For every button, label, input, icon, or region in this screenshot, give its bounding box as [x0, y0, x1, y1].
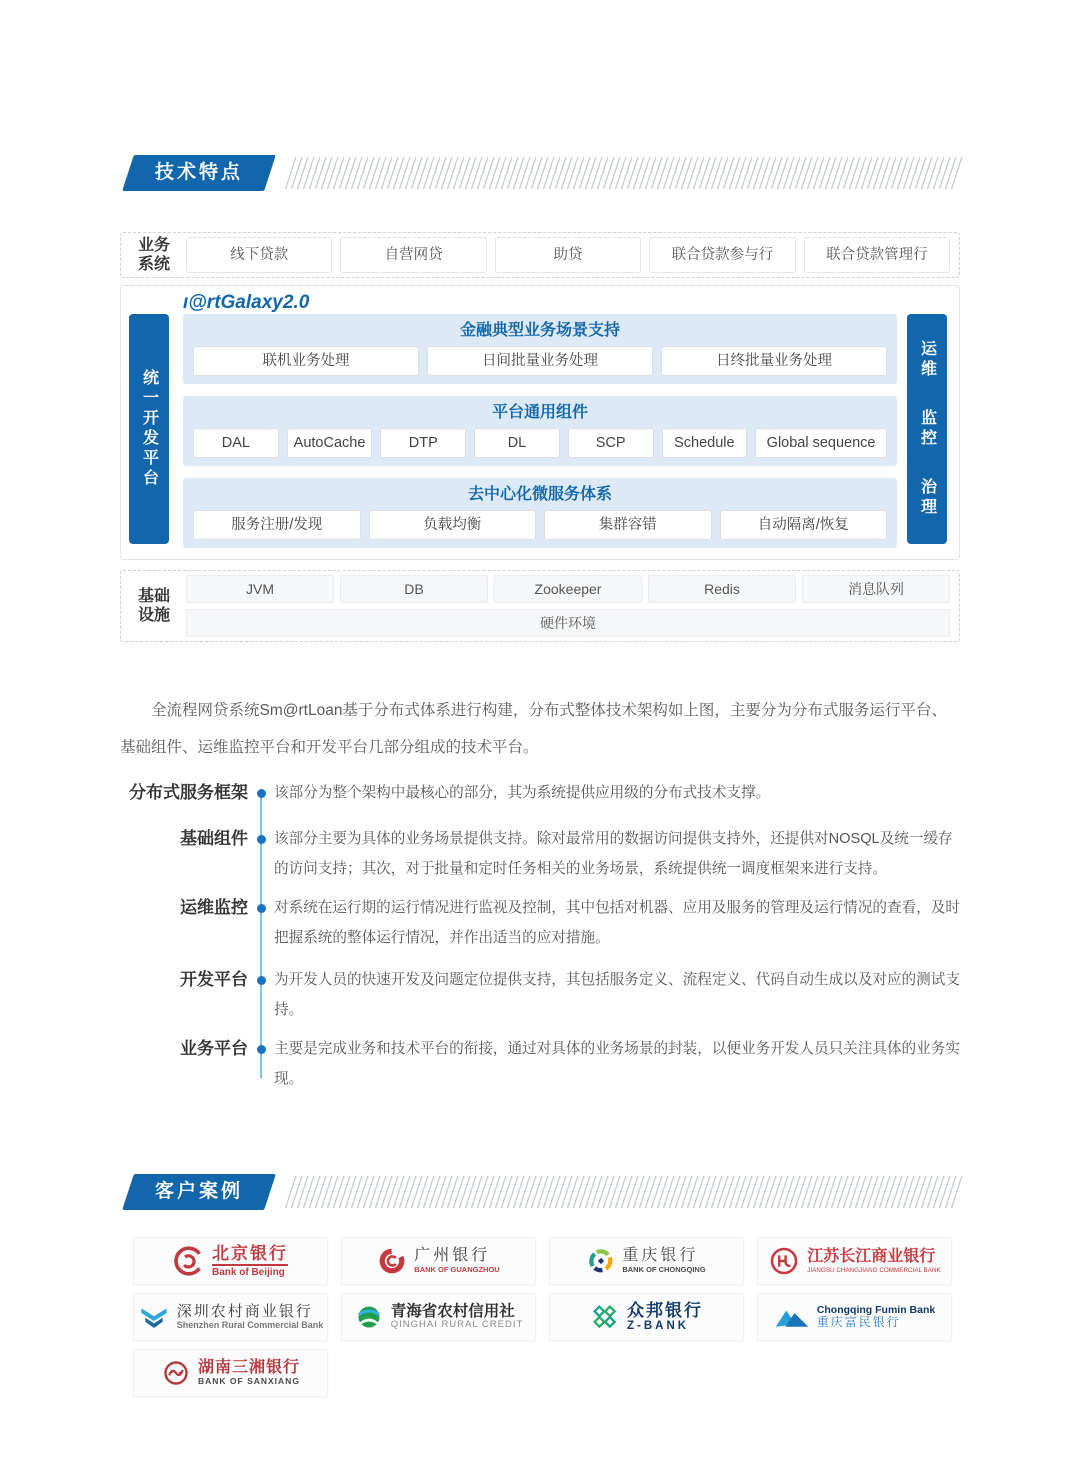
business-item-joint-loan-manager: 联合贷款管理行 — [804, 237, 950, 273]
tech-features-title: 技术特点 — [154, 162, 243, 183]
bank-name-en: Shenzhen Rural Commercial Bank — [176, 1320, 324, 1331]
logo-cell-bank-of-sanxiang — [133, 1349, 328, 1397]
list-item: 业务平台 主要是完成业务和技术平台的衔接，通过对具体的业务场景的封装，以便业务开发人员只关注具体的业务实现。 — [120, 1034, 960, 1094]
bank-name-en: Z-BANK — [627, 1320, 690, 1333]
bank-name: 广州银行 — [414, 1247, 491, 1265]
infrastructure-label: 基础 设施 — [137, 588, 170, 624]
intro-paragraph: 全流程网贷系统Sm@rtLoan基于分布式体系进行构建，分布式整体技术架构如上图，主要分为分布式服务运行平台、基础组件、运维监控平台和开发平台几部分组成的技术平台。 — [120, 702, 947, 756]
logo-cell-jiangsu-changjiang-bank — [757, 1237, 952, 1285]
logo-cell-bank-of-beijing — [133, 1237, 328, 1285]
diagonal-stripes-decoration — [285, 157, 965, 189]
panel-item: 负载均衡 — [369, 510, 537, 540]
infra-item-message-queue: 消息队列 — [802, 575, 950, 603]
panel-microservices: 去中心化微服务体系 服务注册/发现 负载均衡 集群容错 自动隔离/恢复 — [183, 478, 897, 548]
panel-item: 日间批量业务处理 — [427, 346, 653, 376]
bank-name: 重庆富民银行 — [816, 1315, 901, 1330]
panel-item: 集群容错 — [544, 510, 712, 540]
bank-name-en: BANK OF GUANGZHOU — [414, 1264, 500, 1274]
bank-name: 湖南三湘银行 — [197, 1358, 300, 1376]
chongqing-fumin-bank-icon — [774, 1304, 810, 1330]
bank-name: 青海省农村信用社 — [390, 1302, 515, 1320]
business-item-self-operated-loan: 自营网贷 — [340, 237, 486, 273]
bank-name-en: BANK OF CHONGQING — [622, 1264, 706, 1274]
bank-name: 重庆银行 — [622, 1247, 699, 1265]
z-bank-icon — [590, 1302, 620, 1332]
list-item: 基础组件 该部分主要为具体的业务场景提供支持。除对最常用的数据访问提供支持外，还提供对NOSQL及统一缓存的访问支持；其次，对于批量和定时任务相关的业务场景，系统提供统一调度框架来进行支持。 — [120, 824, 960, 884]
bank-of-guangzhou-icon — [377, 1246, 407, 1276]
section-header-tech-features — [120, 155, 960, 191]
infra-item-zookeeper: Zookeeper — [494, 575, 642, 603]
bullet-dot — [248, 965, 274, 985]
customer-cases-title: 客户案例 — [154, 1181, 243, 1202]
section-header-customer-cases — [120, 1174, 960, 1210]
architecture-diagram — [120, 285, 960, 560]
unified-dev-platform-bar: 统一开发平台 — [129, 314, 169, 544]
shenzhen-rural-commercial-bank-icon — [138, 1302, 170, 1332]
panel-item: 自动隔离/恢复 — [720, 510, 888, 540]
diagram-panels — [183, 314, 897, 544]
document-page — [120, 155, 960, 1397]
panel-item: DL — [474, 428, 560, 458]
business-item-offline-loan: 线下贷款 — [186, 237, 332, 273]
bank-name: 众邦银行 — [627, 1300, 703, 1320]
infra-item-redis: Redis — [648, 575, 796, 603]
business-item-assisted-loan: 助贷 — [495, 237, 641, 273]
infra-item-db: DB — [340, 575, 488, 603]
logo-cell-bank-of-guangzhou — [341, 1237, 536, 1285]
business-system-label: 业务 系统 — [137, 237, 170, 273]
bank-name: 深圳农村商业银行 — [176, 1303, 313, 1321]
logo-cell-qinghai-rural-credit — [341, 1293, 536, 1341]
bullet-dot — [248, 778, 274, 798]
customer-logo-grid — [133, 1237, 953, 1397]
qinghai-rural-credit-icon — [354, 1302, 384, 1332]
business-item-joint-loan-participant: 联合贷款参与行 — [649, 237, 795, 273]
panel-item: 日终批量业务处理 — [661, 346, 887, 376]
tech-features-tab — [122, 155, 276, 191]
business-system-row — [120, 232, 960, 278]
bullet-dot — [248, 824, 274, 844]
bank-name-en: BANK OF SANXIANG — [197, 1376, 300, 1387]
panel-item: AutoCache — [287, 428, 373, 458]
customer-cases-tab — [122, 1174, 276, 1210]
list-item: 开发平台 为开发人员的快速开发及问题定位提供支持，其包括服务定义、流程定义、代码自动生成以及对应的测试支持。 — [120, 965, 960, 1025]
infrastructure-row — [120, 570, 960, 642]
logo-cell-shenzhen-rural-commercial-bank — [133, 1293, 328, 1341]
bank-name: 江苏长江商业银行 — [807, 1248, 936, 1266]
feature-list — [120, 778, 960, 1094]
panel-item: Global sequence — [755, 428, 887, 458]
panel-item: DAL — [193, 428, 279, 458]
ops-monitor-governance-bar: 运维 监控 治理 — [907, 314, 947, 544]
bank-of-chongqing-icon — [587, 1247, 615, 1275]
infra-item-jvm: JVM — [186, 575, 334, 603]
bank-name-en: Chongqing Fumin Bank — [816, 1304, 936, 1317]
infra-item-hardware: 硬件环境 — [186, 609, 950, 637]
bank-name-en: Bank of Beijing — [212, 1264, 288, 1279]
panel-common-components: 平台通用组件 DAL AutoCache DTP DL SCP Schedule Global sequence — [183, 396, 897, 466]
panel-item: 联机业务处理 — [193, 346, 419, 376]
list-item: 运维监控 对系统在运行期的运行情况进行监视及控制，其中包括对机器、应用及服务的管理及运行情况的查看，及时把握系统的整体运行情况，并作出适当的应对措施。 — [120, 893, 960, 953]
bullet-dot — [248, 893, 274, 913]
bank-name-en: JIANGSU CHANGJIANG COMMERCIAL BANK — [807, 1266, 941, 1274]
bank-name: 北京银行 — [212, 1243, 288, 1263]
logo-cell-z-bank — [549, 1293, 744, 1341]
logo-cell-chongqing-fumin-bank — [757, 1293, 952, 1341]
panel-financial-scenarios: 金融典型业务场景支持 联机业务处理 日间批量业务处理 日终批量业务处理 — [183, 314, 897, 384]
panel-item: 服务注册/发现 — [193, 510, 361, 540]
jiangsu-changjiang-bank-icon — [768, 1245, 800, 1277]
logo-cell-bank-of-chongqing — [549, 1237, 744, 1285]
bank-name-en: QINGHAI RURAL CREDIT — [390, 1319, 524, 1331]
bank-of-sanxiang-icon — [161, 1358, 191, 1388]
bullet-dot — [248, 1034, 274, 1054]
platform-title: ı@rtGalaxy2.0 — [183, 292, 310, 313]
list-item: 分布式服务框架 该部分为整个架构中最核心的部分，其为系统提供应用级的分布式技术支撑。 — [120, 778, 960, 808]
diagonal-stripes-decoration — [285, 1176, 965, 1208]
panel-item: SCP — [568, 428, 654, 458]
bank-of-beijing-icon — [173, 1245, 205, 1277]
panel-item: Schedule — [662, 428, 748, 458]
panel-item: DTP — [380, 428, 466, 458]
